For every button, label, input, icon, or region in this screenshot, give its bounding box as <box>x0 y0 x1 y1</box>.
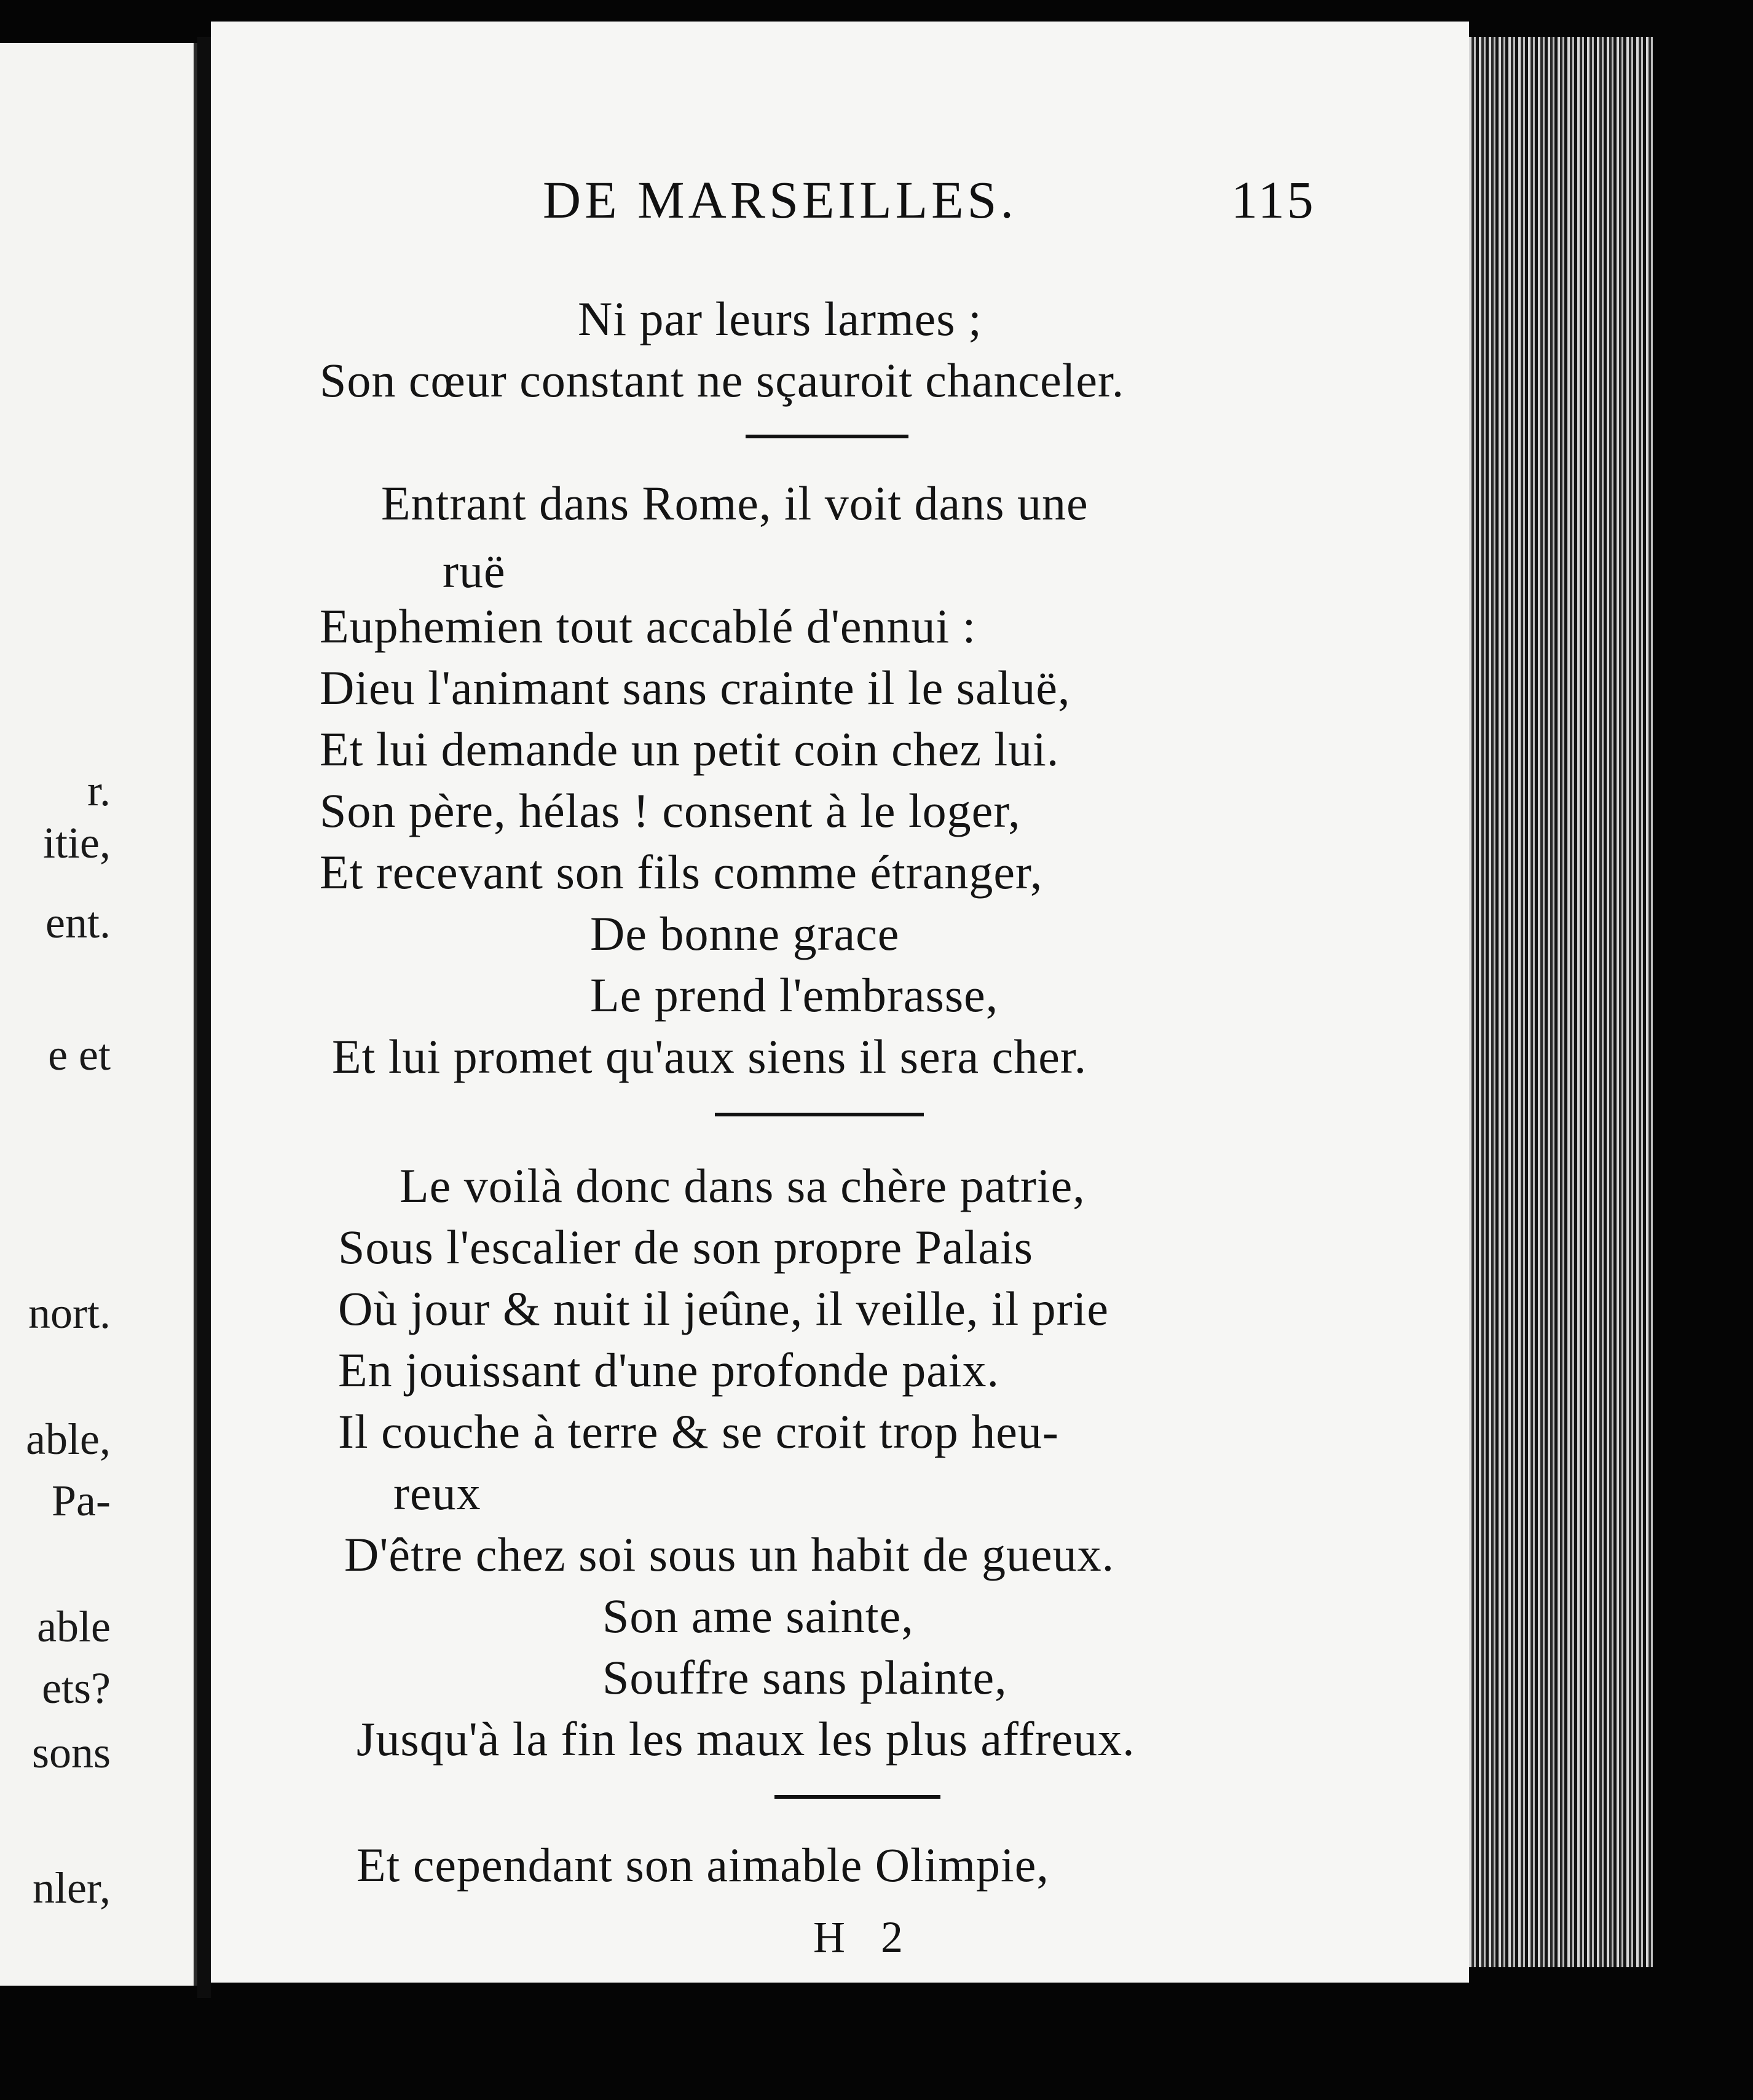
left-fragment: ets? <box>42 1664 111 1713</box>
verse-line: Le voilà donc dans sa chère patrie, <box>400 1159 1085 1212</box>
verse-line: Et lui demande un petit coin chez lui. <box>320 722 1060 776</box>
left-fragment: sons <box>31 1728 111 1777</box>
verse-line: Souffre sans plainte, <box>602 1651 1007 1704</box>
verse-line: Sous l'escalier de son propre Palais <box>338 1220 1033 1274</box>
stanza-divider <box>715 1113 924 1116</box>
verse-line: Son père, hélas ! consent à le loger, <box>320 784 1021 837</box>
left-fragment: nler, <box>32 1863 111 1912</box>
verse-line: Euphemien tout accablé d'ennui : <box>320 599 977 653</box>
left-fragment: able, <box>26 1415 111 1464</box>
left-fragment: ent. <box>45 898 111 947</box>
right-page <box>211 22 1469 1983</box>
verse-line: Son cœur constant ne sçauroit chanceler. <box>320 353 1125 407</box>
page-number: 115 <box>1231 170 1316 229</box>
verse-line: Ni par leurs larmes ; <box>578 292 982 345</box>
book-gutter <box>197 37 211 1998</box>
verse-line: ruë <box>443 544 506 598</box>
running-head-title: DE MARSEILLES. <box>543 170 1017 229</box>
verse-line: Et lui promet qu'aux siens il sera cher. <box>332 1030 1087 1083</box>
left-fragment: e et <box>48 1030 111 1080</box>
verse-line: De bonne grace <box>590 907 900 960</box>
verse-line: En jouissant d'une profonde paix. <box>338 1343 1000 1397</box>
verse-line: Entrant dans Rome, il voit dans une <box>381 476 1089 530</box>
running-head <box>211 169 1469 237</box>
page-edges <box>1469 37 1653 1967</box>
verse-line: Le prend l'embrasse, <box>590 968 999 1022</box>
left-fragment: itie, <box>43 818 111 867</box>
stanza-divider <box>746 435 908 438</box>
left-fragment: Pa- <box>52 1476 111 1525</box>
signature-mark: H 2 <box>813 1912 915 1962</box>
left-fragment: r. <box>87 766 111 815</box>
verse-line: Jusqu'à la fin les maux les plus affreux. <box>357 1712 1135 1766</box>
verse-line: Il couche à terre & se croit trop heu- <box>338 1405 1059 1458</box>
verse-line: Où jour & nuit il jeûne, il veille, il prie <box>338 1282 1109 1335</box>
stanza-divider <box>774 1795 940 1799</box>
left-fragment: nort. <box>28 1289 111 1338</box>
verse-line: Dieu l'animant sans crainte il le saluë, <box>320 661 1071 714</box>
verse-line: Et recevant son fils comme étranger, <box>320 845 1043 899</box>
verse-line: reux <box>393 1466 481 1520</box>
left-page <box>0 43 197 1986</box>
left-fragment: able <box>37 1602 111 1651</box>
verse-line: Et cependant son aimable Olimpie, <box>357 1838 1049 1892</box>
verse-line: D'être chez soi sous un habit de gueux. <box>344 1528 1115 1581</box>
verse-line: Son ame sainte, <box>602 1589 914 1643</box>
